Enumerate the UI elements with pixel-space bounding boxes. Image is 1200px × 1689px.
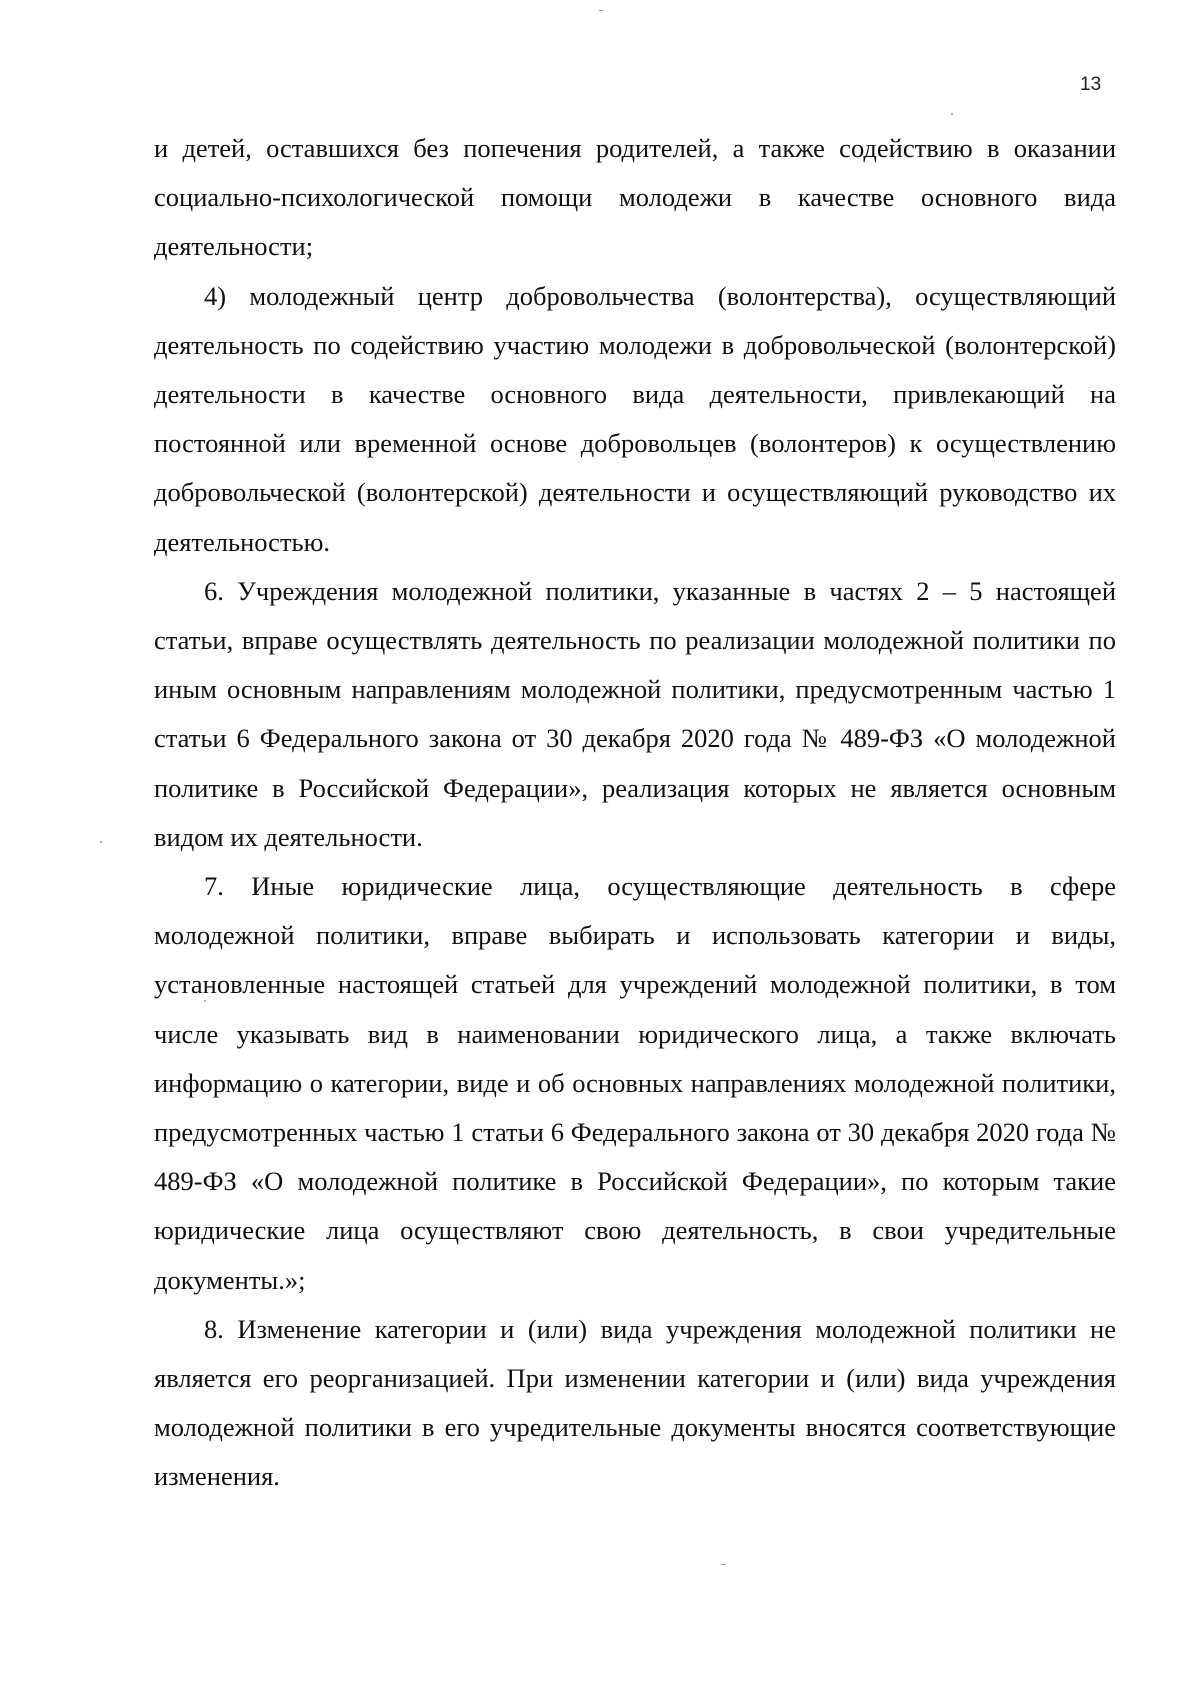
scan-speck — [951, 113, 953, 115]
paragraph-part-7: 7. Иные юридические лица, осуществляющие деятельность в сфере молодежной политики, вправе выбирать и использовать категории и виды, установленные настоящей статьей для учреждений молодежной политики, в том числе указывать вид в наименовании юридического лица, а также включать информацию о категории, виде и об основных направлениях молодежной политики, предусмотренных частью 1 статьи 6 Федерального закона от 30 декабря 2020 года № 489-ФЗ «О молодежной политике в Российской Федерации», по которым такие юридические лица осуществляют свою деятельность, в свои учредительные документы.»; — [154, 871, 1116, 1295]
document-body — [154, 124, 1116, 1502]
paragraph-item-4: 4) молодежный центр добровольчества (волонтерства), осуществляющий деятельность по содействию участию молодежи в добровольческой (волонтерской) деятельности в качестве основного вида деятельности, привлекающий на постоянной или временной основе добровольцев (волонтеров) к осуществлению добровольческой (волонтерской) деятельности и осуществляющий руководство их деятельностью. — [154, 280, 1116, 557]
scan-speck — [599, 10, 603, 11]
scan-speck — [100, 841, 102, 843]
paragraph-part-8: 8. Изменение категории и (или) вида учреждения молодежной политики не является его реорганизацией. При изменении категории и (или) вида учреждения молодежной политики в его учредительные документы вносятся соответствующие изменения. — [154, 1313, 1116, 1492]
paragraph-continuation: и детей, оставшихся без попечения родителей, а также содействию в оказании социально-психологической помощи молодежи в качестве основного вида деятельности; — [154, 133, 1116, 262]
scan-speck — [204, 1000, 206, 1002]
paragraph-part-6: 6. Учреждения молодежной политики, указанные в частях 2 – 5 настоящей статьи, вправе осуществлять деятельность по реализации молодежной политики по иным основным направлениям молодежной политики, предусмотренным частью 1 статьи 6 Федерального закона от 30 декабря 2020 года № 489-ФЗ «О молодежной политике в Российской Федерации», реализация которых не является основным видом их деятельности. — [154, 575, 1116, 852]
scan-speck — [721, 1564, 726, 1565]
page-number: 13 — [1080, 74, 1102, 95]
